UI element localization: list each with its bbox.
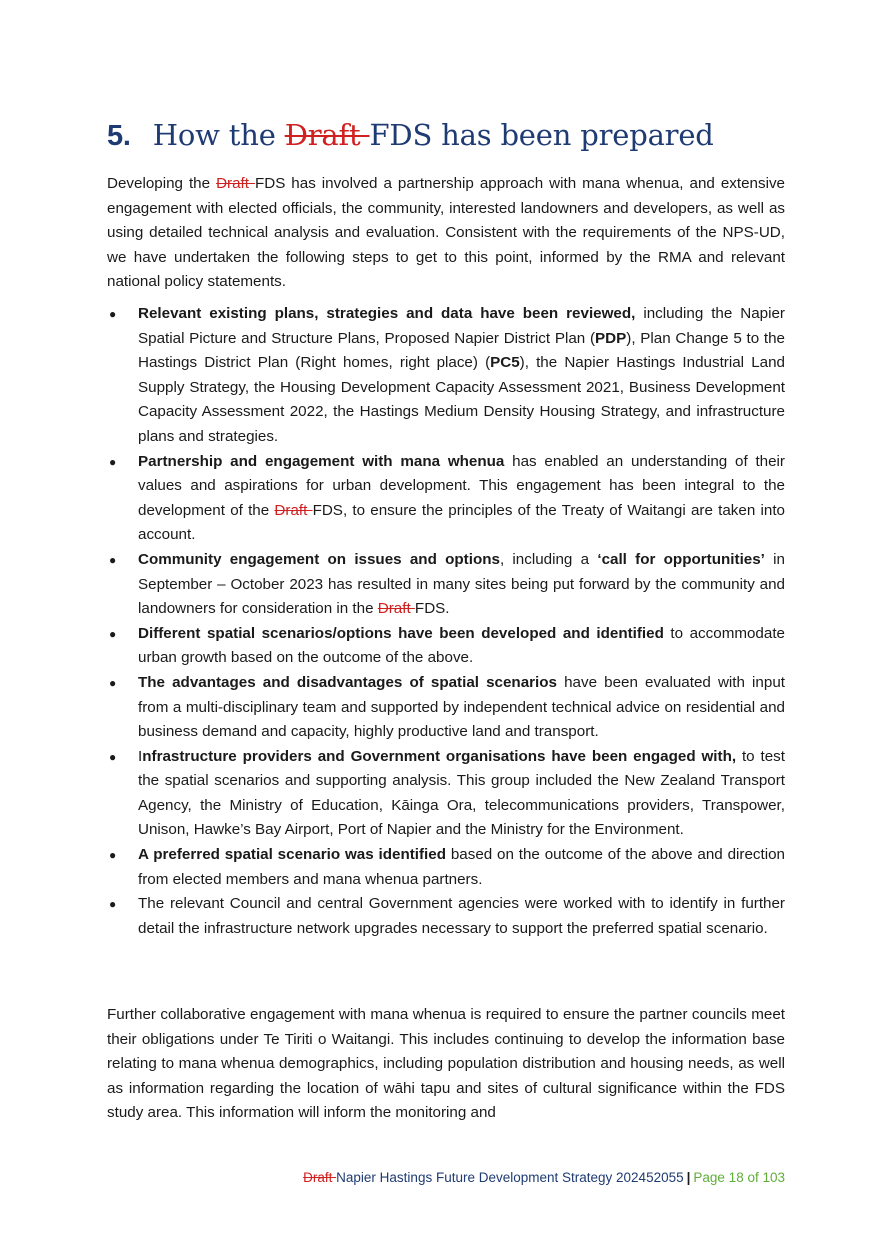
list-item-bold: A preferred spatial scenario was identified	[138, 846, 447, 864]
bullet-icon: ●	[109, 626, 117, 641]
list-item-text: , including a	[499, 550, 598, 568]
list-item-text: ), the Napier Hastings Industrial Land Supply Strategy, the Housing Development Capacity Assessment 2021, Business Development Capacity Assessment 2022, the Hastings Medium Density Housing Strategy, and infrastructure plans and strategies.	[138, 354, 785, 445]
list-item-text: in September – October 2023 has resulted in many sites being put forward by the community and landowners for consideration in the	[138, 550, 785, 618]
list-item	[107, 745, 785, 843]
list-item-text: FDS.	[414, 600, 450, 618]
page-footer	[303, 1170, 785, 1185]
list-item-deleted-text: Draft	[377, 600, 415, 618]
list-item-text: including the Napier Spatial Picture and Structure Plans, Proposed Napier District Plan (	[138, 305, 785, 347]
list-item-text: based on the outcome of the above and direction from elected members and mana whenua partners.	[138, 846, 785, 888]
list-item-bold: Relevant existing plans, strategies and data have been reviewed,	[138, 305, 636, 322]
list-item-bold: Partnership and engagement with mana whenua	[138, 452, 505, 470]
list-item-bold: nfrastructure providers and Government organisations have been engaged with,	[142, 747, 737, 765]
section-number: 5.	[107, 120, 131, 152]
footer-deleted-text: Draft	[303, 1170, 337, 1185]
list-item	[107, 302, 785, 450]
list-item-text: I	[138, 747, 143, 765]
intro-paragraph	[107, 172, 785, 295]
bullet-icon: ●	[109, 848, 117, 863]
list-item	[107, 622, 785, 671]
list-item-bold: ‘call for opportunities’	[597, 550, 765, 568]
list-item	[107, 671, 785, 745]
footer-separator: |	[686, 1170, 691, 1185]
list-item-text: FDS, to ensure the principles of the Treaty of Waitangi are taken into account.	[138, 501, 785, 544]
list-item-text: have been evaluated with input from a multi-disciplinary team and supported by independent technical advice on residential and business demand and capacity, highly productive land and transport.	[138, 673, 785, 741]
heading-deleted-text: Draft	[284, 118, 370, 152]
list-item-bold: PDP	[595, 329, 627, 347]
list-item	[107, 450, 785, 548]
bullet-icon: ●	[109, 307, 117, 321]
bullet-icon: ●	[109, 749, 117, 764]
heading-text-pre: How the	[152, 118, 285, 152]
heading-text-post: FDS has been prepared	[369, 118, 714, 152]
section-heading	[107, 118, 807, 153]
list-item-bold: The advantages and disadvantages of spatial scenarios	[138, 673, 557, 691]
bullet-icon: ●	[109, 897, 117, 912]
closing-paragraph: Further collaborative engagement with mana whenua is required to ensure the partner councils meet their obligations under Te Tiriti o Waitangi. This includes continuing to develop the information base relating to mana whenua demographics, including population distribution and housing needs, as well as information regarding the location of wāhi tapu and sites of cultural significance within the FDS study area. This information will inform the monitoring and	[107, 1006, 785, 1122]
list-item-text: The relevant Council and central Government agencies were worked with to identify in further detail the infrastructure network upgrades necessary to support the preferred spatial scenario.	[138, 895, 785, 937]
list-item-bold: PC5	[490, 354, 520, 372]
bullet-icon: ●	[109, 675, 117, 690]
bullet-icon: ●	[109, 454, 117, 469]
list-item	[107, 892, 785, 941]
list-item-deleted-text: Draft	[274, 501, 313, 519]
bullet-icon: ●	[109, 552, 117, 567]
list-item-text: ), Plan Change 5 to the Hastings District Plan (Right homes, right place) (	[138, 329, 785, 372]
list-item-text: to test the spatial scenarios and supporting analysis. This group included the New Zealand Transport Agency, the Ministry of Education, Kāinga Ora, telecommunications providers, Transpower, Unison, Hawke’s Bay Airport, Port of Napier and the Ministry for the Environment.	[138, 747, 785, 839]
list-item-bold: Different spatial scenarios/options have been developed and identified	[138, 624, 664, 642]
intro-text-a: Developing the	[107, 175, 217, 192]
list-item	[107, 548, 785, 622]
page-number: Page 18 of 103	[693, 1170, 785, 1185]
list-item-text: to accommodate urban growth based on the outcome of the above.	[138, 624, 785, 667]
list-item-bold: Community engagement on issues and options	[138, 550, 500, 568]
intro-text-b: FDS has involved a partnership approach with mana whenua, and extensive engagement with elected officials, the community, interested landowners and developers, as well as using detailed technical analysis and evaluation. Consistent with the requirements of the NPS-UD, we have undertaken the following steps to get to this point, informed by the RMA and relevant national policy statements.	[107, 175, 785, 291]
intro-deleted-text: Draft	[216, 175, 255, 192]
footer-title: Napier Hastings Future Development Strategy 202452055	[336, 1170, 684, 1185]
list-item	[107, 843, 785, 892]
steps-list	[107, 302, 785, 941]
list-item-text: has enabled an understanding of their values and aspirations for urban development. This engagement has been integral to the development of the	[138, 452, 785, 519]
